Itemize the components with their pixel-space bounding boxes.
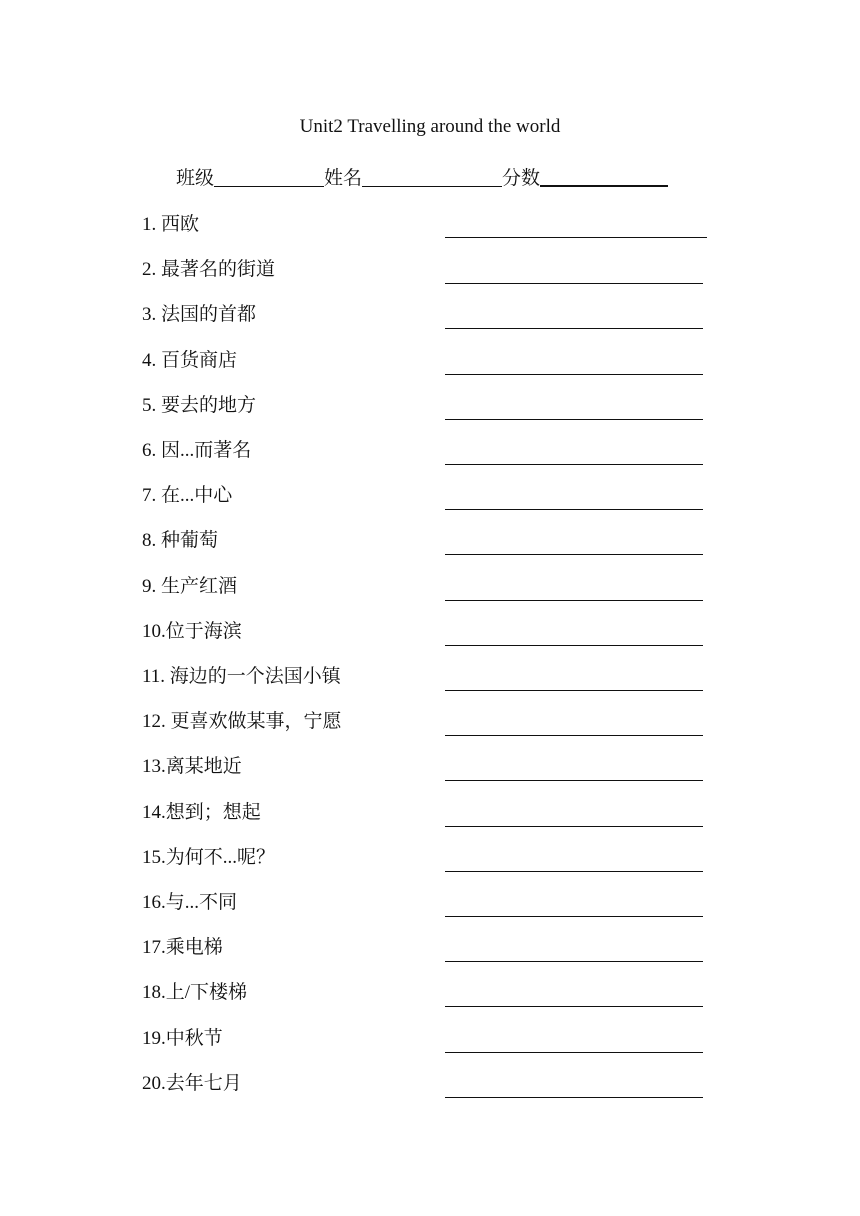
item-label: 3. 法国的首都 [142,304,257,326]
answer-line[interactable] [445,1097,703,1098]
answer-line[interactable] [445,374,703,375]
answer-line[interactable] [445,826,703,827]
score-label: 分数 [502,168,541,189]
answer-line[interactable] [445,237,707,238]
item-label: 5. 要去的地方 [142,394,257,416]
answer-line[interactable] [445,916,703,917]
answer-line[interactable] [445,554,703,555]
answer-line[interactable] [445,961,703,962]
answer-line[interactable] [445,464,703,465]
item-label: 20.去年七月 [142,1072,242,1094]
answer-line[interactable] [445,735,703,736]
name-label: 姓名 [324,168,363,189]
answer-line[interactable] [445,328,703,329]
answer-line[interactable] [445,600,703,601]
answer-line[interactable] [445,509,703,510]
score-blank[interactable] [540,165,668,187]
item-label: 2. 最著名的街道 [142,259,276,281]
item-label: 8. 种葡萄 [142,530,219,552]
answer-line[interactable] [445,690,703,691]
item-label: 18.上/下楼梯 [142,982,248,1004]
item-label: 7. 在...中心 [142,485,233,507]
answer-line[interactable] [445,283,703,284]
answer-line[interactable] [445,1052,703,1053]
answer-line[interactable] [445,645,703,646]
answer-line[interactable] [445,419,703,420]
item-label: 1. 西欧 [142,214,200,235]
answer-line[interactable] [445,1006,703,1007]
item-label: 9. 生产红酒 [142,575,238,597]
class-blank[interactable] [214,166,324,187]
item-label: 13.离某地近 [142,756,242,778]
name-blank[interactable] [362,166,502,187]
item-label: 19.中秋节 [142,1027,223,1049]
item-label: 11. 海边的一个法国小镇 [142,666,341,687]
class-label: 班级 [176,168,215,189]
item-label: 17.乘电梯 [142,937,223,959]
item-label: 12. 更喜欢做某事，宁愿 [142,711,342,733]
answer-line[interactable] [445,871,703,872]
item-label: 4. 百货商店 [142,349,238,371]
item-label: 6. 因...而著名 [142,440,252,461]
item-label: 16.与...不同 [142,892,238,913]
student-info-line [176,164,668,192]
worksheet-title: Unit2 Travelling around the world [299,116,561,137]
item-label: 15.为何不...呢？ [142,846,276,868]
answer-line[interactable] [445,780,703,781]
item-label: 14.想到；想起 [142,801,261,823]
item-label: 10.位于海滨 [142,620,242,642]
